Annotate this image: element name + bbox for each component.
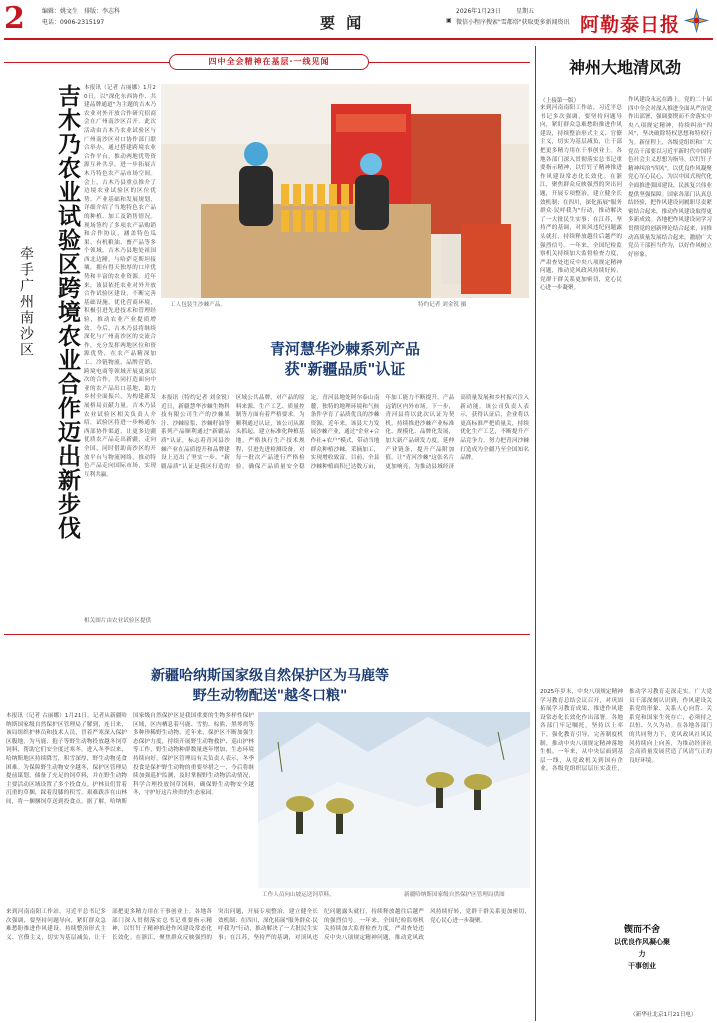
story4-subhead-line2: 以优良作风凝心聚力 — [614, 937, 670, 958]
story4-byline: （上接第一版） — [540, 98, 580, 104]
page-number: 2 — [4, 1, 25, 36]
story3-title-line1: 新疆哈纳斯国家级自然保护区为马鹿等 — [151, 668, 389, 684]
story3-photo-caption: 工作人员向山坡运送饲草料。 — [262, 892, 335, 898]
story4-subhead-line1: 锲而不舍 — [623, 925, 660, 935]
story4-body-col3: 2025年岁末，中央八项规定精神学习教育总结会议召开，对巩固拓展学习教育成果、推进作风建设常态化长效化作出部署。各地各部门牢记嘱托，坚持以上率下，强化教育引导，完善制度机制，推动中央八项规定精神落地生根。一年来，从中央层面到基层一线，从党政机关到国有企业，各级党组织层层压实责任，推动学习教育走深走实。广大党员干部深刻认识到，作风建设关系党的形象、关系人心向背、关系党和国家生死存亡，必须持之以恒、久久为功。在各地各部门的共同努力下，党风政风社风民风持续向上向善，为推动经济社会高质量发展营造了风清气正的良好环境。 — [540, 689, 712, 773]
story4-body-col1: 来到河南南阳工作站，习近平总书记多次强调，要坚持问题导向，紧盯群众急难愁盼推进作风建设，持续整治形式主义、官僚主义，切实为基层减负，让干部把更多精力用在干事创业上。各地各部门深入贯彻落实总书记重要指示精神，以钉钉子精神推进作风建设常态化长效化。在浙江，聚焦群众反映强烈的突出问题，开展专项整治，建立健全长效机制；在四川，深化拓展"服务群众·民呼我为"行动，推动解决了一大批民生实事；在江苏，坚持严的基调，对顶风违纪问题露头就打，持续释放越往后越严的强烈信号。一年来，全国纪检监察机关持续加大监督检查力度，严肃查处违反中央八项规定精神问题，推动党风政风持续好转，党群干群关系更加密切，党心民心进一步凝聚。 — [540, 105, 622, 292]
newspaper-logo-icon — [683, 7, 710, 34]
story4-sign: （新华社北京1月21日电） — [630, 1012, 697, 1018]
editor-label: 编辑：姚文生 — [42, 8, 79, 15]
story1-subtitle: 牵手广州南沙区 — [18, 246, 34, 358]
wechat-notice: 微信小程序搜索"雪都塔"获取更多新闻资讯 — [456, 19, 570, 26]
story2-body: 本报讯（特约记者 刘金锐）近日，新疆慧华沙棘生物科技有限公司生产的沙棘果汁、沙棘原浆、沙棘籽油等系列产品顺利通过"新疆品质"认证，标志着青河县沙棘产业在品质提升和品牌建设上迈出了坚实一步。"新疆品质"认证是我区打造的区域公共品牌，对产品的原料来源、生产工艺、质量控制等方面有着严格要求。为顺利通过认证，该公司从源头抓起，建立标准化种植基地，严格执行生产技术规程，引进先进检测设备，对每一批次产品进行严格检验，确保产品质量安全稳定。青河县地处阿尔泰山南麓，独特的地理环境和气候条件孕育了品质优良的沙棘资源。近年来，该县大力发展沙棘产业，通过"企业+合作社+农户"模式，带动当地群众种植沙棘、采摘加工，实现增收致富。目前，全县沙棘种植面积已达数万亩，年加工能力不断提升，产品远销区内外市场。下一步，青河县将以此次认证为契机，持续推进沙棘产业标准化、规模化、品牌化发展，加大新产品研发力度，延伸产业链条，提升产品附加值，让"青河沙棘"这张名片更加响亮，为推动县域经济高质量发展和乡村振兴注入新动能。该公司负责人表示，获得认证后，企业将以更高标准严把质量关，持续优化生产工艺，不断提升产品竞争力，努力把青河沙棘打造成为全疆乃至全国知名品牌。 — [161, 395, 529, 470]
story1-body: 本报讯（记者 古丽娜）1月20日，以"深化东西协作、共建品牌通道"为主题的吉木乃农业对外开放合作研究招商会在广州南沙区召开。此次活动由吉木乃农业试验区与广州南沙区对口协作部门联合举办，通过搭建跨境农业合作平台，推动两地优势资源互补共享，进一步拓展吉木乃特色农产品市场空间。会上，吉木乃县重点推介了边境农业试验区的区位优势、产业基础和发展规划，详细介绍了当地特色农产品的种植、加工及销售情况。现场签约了多项农产品购销和合作协议，涵盖特色瓜果、有机粮油、畜产品等多个领域。吉木乃县地处祖国西北边陲，与哈萨克斯坦接壤，拥有得天独厚的口岸优势和丰富的农业资源。近年来，该县依托农业对外开放合作试验区建设，不断完善基础设施，优化营商环境，积极引进先进技术和管理经验，推动农业产业提质增效。今后，吉木乃县将继续深化与广州南沙区的交流合作，充分发挥两地区位和资源优势，在农产品精深加工、冷链物流、品牌营销、跨境电商等领域开展更深层次的合作，共同打造面向中亚的农产品出口基地，助力乡村全面振兴，为构建新发展格局贡献力量。吉木乃县农业试验区相关负责人介绍，试验区将进一步畅通东西部协作渠道，让更多边疆优质农产品走出新疆，走向全国，同时借助南沙区的开放平台与物流网络，推动特色产品走向国际市场，实现互利共赢。 — [84, 85, 156, 478]
story2-title-line2: 获"新疆品质"认证 — [284, 360, 406, 378]
section-title: 要 闻 — [320, 14, 365, 32]
story4-body-col2: 作风建设永远在路上。党的二十届四中全会对深入推进全面从严治党作出部署，强调要锲而不舍落实中央八项规定精神，持续纠治"四风"，坚决破除特权思想和特权行为。新征程上，各级党组织和广大党员干部要以习近平新时代中国特色社会主义思想为指导，以钉钉子精神纠治"四风"，以优良作风凝聚党心军心民心，为以中国式现代化全面推进强国建设、民族复兴伟业提供坚强保障。国家各部门认真总结经验，把作风建设同履职尽责紧密结合起来，推动作风建设取得更多新成效。各地把作风建设同学习贯彻党的创新理论结合起来，同推动高质量发展结合起来，激励广大党员干部担当作为，以好作风树立好形象。 — [628, 97, 712, 258]
issue-date: 2026年1月23日 — [456, 8, 501, 15]
story4-title: 神州大地清风劲 — [568, 58, 681, 77]
story3-photo-credit: 新疆哈纳斯国家级自然保护区管理局供图 — [404, 892, 505, 898]
designer-label: 排版：李志科 — [84, 8, 121, 15]
masthead: 阿勒泰日报 — [580, 14, 681, 36]
story3-body: 本报讯（记者 古丽娜）1月21日，记者从新疆哈纳斯国家级自然保护区管理局了解到，连日来，该局组织护林员和技术人员，冒着严寒深入保护区腹地，为马鹿、狍子等野生动物投放越冬饲草饲料，帮助它们安全度过寒冬。进入冬季以来，哈纳斯地区持续降雪，积雪深厚，野生动物觅食困难。为保障野生动物安全越冬，保护区管理局提前谋划，储备了充足的饲草料，并在野生动物主要活动区域设置了多个投食点。护林员们背着沉重的草捆，踩着没膝的积雪，艰难跋涉在山林间，将一捆捆饲草送到投食点。据了解，哈纳斯国家级自然保护区是我国重要的生物多样性保护区域，区内栖息着马鹿、雪豹、棕熊、黑琴鸡等多种珍稀野生动物。近年来，保护区不断加强生态保护力度，持续开展野生动物救护、巡山护林等工作，野生动物种群数量逐年增加，生态环境持续向好。保护区管理局有关负责人表示，冬季投食是保护野生动物的重要举措之一，今后将继续加强巡护监测，及时掌握野生动物活动情况，科学合理投放饲草饲料，确保野生动物安全越冬，守护好这片珍贵的生态家园。 — [6, 713, 254, 805]
lower-continuation-body: 来到河南南阳工作站，习近平总书记多次强调，要坚持问题导向，紧盯群众急难愁盼推进作风建设，持续整治形式主义、官僚主义，切实为基层减负，让干部把更多精力用在干事创业上。各地各部门深入贯彻落实总书记重要指示精神，以钉钉子精神推进作风建设常态化长效化。在浙江，聚焦群众反映强烈的突出问题，开展专项整治，建立健全长效机制；在四川，深化拓展"服务群众·民呼我为"行动，推动解决了一大批民生实事；在江苏，坚持严的基调，对顶风违纪问题露头就打，持续释放越往后越严的强烈信号。一年来，全国纪检监察机关持续加大监督检查力度，严肃查处违反中央八项规定精神问题，推动党风政风持续好转，党群干群关系更加密切，党心民心进一步凝聚。 — [6, 909, 530, 941]
snow-feeding-photo — [258, 712, 530, 888]
header-rule — [4, 38, 713, 40]
phone-label: 电话：0906-2315197 — [42, 19, 105, 26]
banner-bar — [4, 57, 530, 74]
sea-buckthorn-packing-photo — [161, 84, 529, 298]
photo1-credit: 特约记者 刘金锐 摄 — [418, 302, 467, 308]
story2-title-line1: 青河慧华沙棘系列产品 — [269, 340, 420, 358]
story1-title: 吉木乃农业试验区跨境农业合作迈出新步伐 — [54, 84, 81, 540]
issue-weekday: 星期五 — [516, 8, 535, 15]
column-divider — [535, 46, 536, 1021]
section-divider — [4, 634, 530, 635]
story1-caption: 相关图片由农业试验区提供 — [84, 618, 152, 624]
story4-subhead-line3: 干事创业 — [628, 961, 656, 970]
photo1-caption: 工人包装生沙棘产品。 — [170, 302, 226, 308]
story3-title-line2: 野生动物配送"越冬口粮" — [192, 688, 348, 704]
page-header — [0, 0, 717, 42]
banner-title: 四中全会精神在基层·一线见闻 — [169, 54, 369, 70]
story4-subhead — [612, 924, 672, 972]
qr-icon: ▣ — [446, 17, 452, 24]
